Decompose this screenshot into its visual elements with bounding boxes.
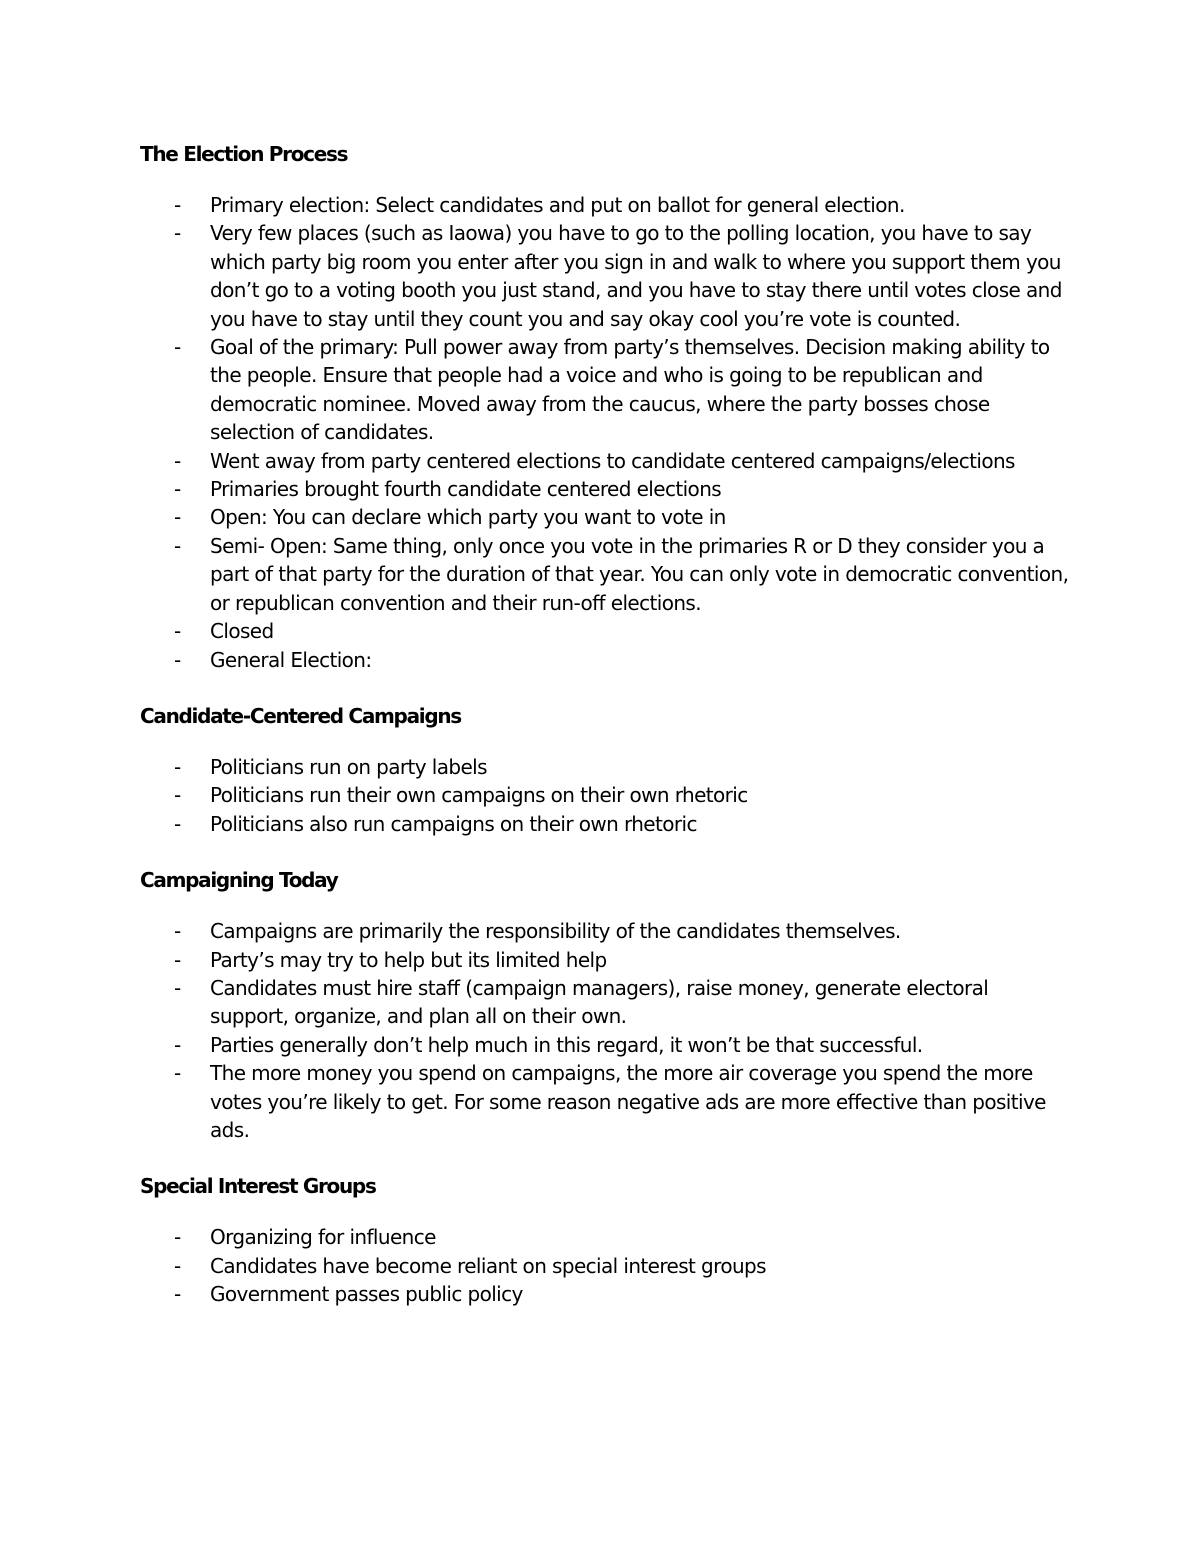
list-item-text: Politicians run on party labels [210,754,487,779]
bullet-dash: - [174,1225,181,1250]
list-item-text: Organizing for influence [210,1225,436,1250]
bullet-dash: - [174,975,181,1000]
bullet-dash: - [174,811,181,836]
list-item-text: Open: You can declare which party you want to vote in [210,505,726,530]
list-item [140,1031,1070,1059]
list-item-text: Government passes public policy [210,1282,523,1307]
list-item [140,1223,1070,1251]
list-item-text: General Election: [210,647,372,672]
list-item [140,333,1070,447]
list-item-text: Goal of the primary: Pull power away from party’s themselves. Decision making ability to the people. Ensure that people had a voice and who is going to be republican and democratic nominee. Moved away from the caucus, where the party bosses chose selection of candidates. [210,335,1050,445]
list-item [140,219,1070,333]
list-item [140,1252,1070,1280]
bullet-dash: - [174,1282,181,1307]
special-interest-groups-list [140,1223,1070,1308]
list-item-text: Went away from party centered elections to candidate centered campaigns/elections [210,448,1015,473]
list-item [140,447,1070,475]
list-item [140,503,1070,531]
document-body [140,140,1070,1337]
bullet-dash: - [174,448,181,473]
bullet-dash: - [174,533,181,558]
bullet-dash: - [174,193,181,217]
bullet-dash: - [174,754,181,779]
list-item [140,946,1070,974]
candidate-centered-list [140,753,1070,838]
section-heading-candidate-centered: Candidate-Centered Campaigns [140,703,461,728]
list-item-text: Politicians also run campaigns on their own rhetoric [210,811,697,836]
bullet-dash: - [174,505,181,530]
campaigning-today-list [140,917,1070,1144]
list-item [140,617,1070,645]
list-item [140,1059,1070,1144]
list-item [140,1280,1070,1308]
bullet-dash: - [174,477,181,502]
list-item [140,810,1070,838]
list-item-text: Closed [210,619,274,644]
list-item-text: Semi- Open: Same thing, only once you vote in the primaries R or D they consider you a part of that party for the duration of that year. You can only vote in democratic convention, or republican convention and their run-off elections. [210,533,1069,615]
list-item [140,191,1070,219]
bullet-dash: - [174,783,181,808]
bullet-dash: - [174,647,181,672]
section-heading-campaigning-today: Campaigning Today [140,868,338,893]
bullet-dash: - [174,947,181,972]
list-item [140,646,1070,674]
list-item-text: Primary election: Select candidates and put on ballot for general election. [210,193,905,217]
list-item-text: Parties generally don’t help much in this regard, it won’t be that successful. [210,1032,923,1057]
bullet-dash: - [174,1253,181,1278]
section-heading-election-process: The Election Process [140,142,348,166]
list-item-text: The more money you spend on campaigns, the more air coverage you spend the more votes you’re likely to get. For some reason negative ads are more effective than positive ads. [210,1061,1046,1142]
bullet-dash: - [174,1032,181,1057]
list-item [140,974,1070,1031]
bullet-dash: - [174,221,181,246]
list-item-text: Primaries brought fourth candidate centered elections [210,477,722,502]
list-item [140,781,1070,809]
list-item-text: Campaigns are primarily the responsibility of the candidates themselves. [210,919,901,944]
list-item-text: Party’s may try to help but its limited help [210,947,607,972]
list-item [140,753,1070,781]
bullet-dash: - [174,619,181,644]
bullet-dash: - [174,919,181,944]
list-item-text: Politicians run their own campaigns on their own rhetoric [210,783,748,808]
election-process-list [140,191,1070,674]
bullet-dash: - [174,1061,181,1086]
section-heading-special-interest-groups: Special Interest Groups [140,1174,376,1199]
list-item [140,475,1070,503]
list-item-text: Candidates must hire staff (campaign managers), raise money, generate electoral support, organize, and plan all on their own. [210,975,989,1029]
list-item [140,532,1070,617]
list-item [140,917,1070,945]
bullet-dash: - [174,335,181,360]
list-item-text: Candidates have become reliant on special interest groups [210,1253,766,1278]
list-item-text: Very few places (such as Iaowa) you have to go to the polling location, you have to say which party big room you enter after you sign in and walk to where you support them you don’t go to a voting booth you just stand, and you have to stay there until votes close and you have to stay until they count you and say okay cool you’re vote is counted. [210,221,1062,331]
